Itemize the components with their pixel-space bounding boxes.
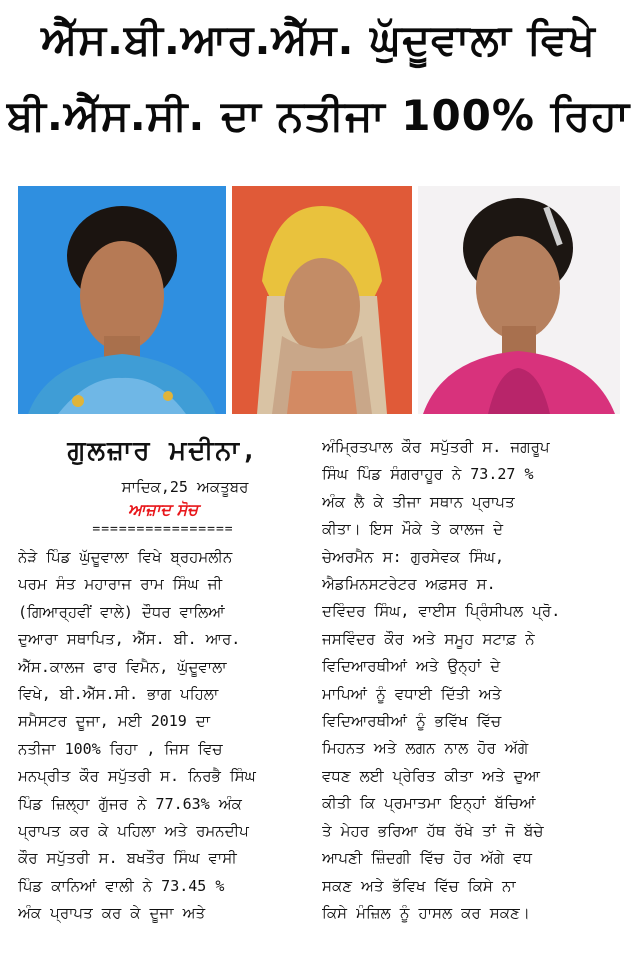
article-line: ਕੌਰ ਸਪੁੱਤਰੀ ਸ. ਬਖਤੌਰ ਸਿੰਘ ਵਾਸੀ [18,849,237,868]
dateline: ਸਾਦਿਕ,25 ਅਕਤੂਬਰ [121,478,249,496]
article-line: ਕੀਤੀ ਕਿ ਪ੍ਰਮਾਤਮਾ ਇਨ੍ਹਾਂ ਬੱਚਿਆਂ [322,794,536,813]
article-line: ਕੀਤਾ। ਇਸ ਮੌਕੇ ਤੇ ਕਾਲਜ ਦੇ [322,520,504,539]
article-line: ਐੱਸ.ਕਾਲਜ ਫਾਰ ਵਿਮੈਨ, ਘੁੱਦੂਵਾਲਾ [18,657,227,676]
headline-line-2: ਬੀ.ਐੱਸ.ਸੀ. ਦਾ ਨਤੀਜਾ 100% ਰਿਹਾ [7,91,630,140]
article-line: ਮਾਪਿਆਂ ਨੂੰ ਵਧਾਈ ਦਿੱਤੀ ਅਤੇ [322,684,502,703]
article-line: (ਗਿਆਰ੍ਹਵੀਂ ਵਾਲੇ) ਦੌਧਰ ਵਾਲਿਆਂ [18,602,225,621]
article-line: ਮਨਪ੍ਰੀਤ ਕੌਰ ਸਪੁੱਤਰੀ ਸ. ਨਿਰਭੈ ਸਿੰਘ [18,767,256,786]
article-line: ਦਵਿੰਦਰ ਸਿੰਘ, ਵਾਈਸ ਪ੍ਰਿੰਸੀਪਲ ਪ੍ਰੋ. [322,602,561,621]
article-line: ਆਪਣੀ ਜ਼ਿੰਦਗੀ ਵਿੱਚ ਹੋਰ ਅੱਗੇ ਵਧ [322,849,532,868]
article-line: ਵਿਖੇ, ਬੀ.ਐੱਸ.ਸੀ. ਭਾਗ ਪਹਿਲਾ [18,685,219,704]
article-line: ਐਡਮਿਨਸਟਰੇਟਰ ਅਫ਼ਸਰ ਸ. [322,575,496,594]
article-line: ਚੇਅਰਮੈਨ ਸ: ਗੁਰਸੇਵਕ ਸਿੰਘ, [322,547,505,566]
student-photo-1 [18,186,226,414]
article-line: ਅੰਕ ਪ੍ਰਾਪਤ ਕਰ ਕੇ ਦੂਜਾ ਅਤੇ [18,904,206,923]
article-column-1 [18,544,311,928]
article-line: ਨੇੜੇ ਪਿੰਡ ਘੁੱਦੂਵਾਲਾ ਵਿਖੇ ਬ੍ਰਹਮਲੀਨ [18,548,233,566]
article-line: ਸਕਣ ਅਤੇ ਭੱਵਿਖ ਵਿੱਚ ਕਿਸੇ ਨਾ [322,876,516,895]
article-line: ਵਿਦਿਆਰਥੀਆਂ ਨੂੰ ਭਵਿੱਖ ਵਿੱਚ [322,712,502,731]
headline-line-1: ਐੱਸ.ਬੀ.ਆਰ.ਐੱਸ. ਘੁੱਦੂਵਾਲਾ ਵਿਖੇ [41,15,596,64]
article-line: ਪਿੰਡ ਜ਼ਿਲ੍ਹਾ ਗੁੱਜਰ ਨੇ 77.63% ਅੰਕ [18,794,242,813]
article-line: ਸਿੰਘ ਪਿੰਡ ਸੰਗਰਾਹੂਰ ਨੇ 73.27 % [322,465,534,484]
publication-logo: ਆਜ਼ਾਦ ਸੋਚ [127,500,199,519]
article-line: ਨਤੀਜਾ 100% ਰਿਹਾ , ਜਿਸ ਵਿਚ [18,739,223,758]
separator-line: ================ [92,522,234,537]
article-line: ਪਿੰਡ ਕਾਨਿਆਂ ਵਾਲੀ ਨੇ 73.45 % [18,876,225,895]
student-photo-2 [232,186,412,414]
article-line: ਪਰਮ ਸੰਤ ਮਹਾਰਾਜ ਰਾਮ ਸਿੰਘ ਜੀ [18,575,223,594]
article-column-2 [322,434,622,927]
article-line: ਪ੍ਰਾਪਤ ਕਰ ਕੇ ਪਹਿਲਾ ਅਤੇ ਰਮਨਦੀਪ [18,822,249,841]
article-line: ਵਧਣ ਲਈ ਪ੍ਰੇਰਿਤ ਕੀਤਾ ਅਤੇ ਦੁਆ [322,766,540,785]
student-photo-3 [418,186,620,414]
article-line: ਅੰਮ੍ਰਿਤਪਾਲ ਕੌਰ ਸਪੁੱਤਰੀ ਸ. ਜਗਰੂਪ [322,438,550,456]
article-line: ਤੇ ਮੇਹਰ ਭਰਿਆ ਹੱਥ ਰੱਖੇ ਤਾਂ ਜੋ ਬੱਚੇ [322,821,544,840]
reporter-name: ਗੁਲਜ਼ਾਰ ਮਦੀਨਾ, [67,436,259,466]
article-line: ਜਸਵਿੰਦਰ ਕੌਰ ਅਤੇ ਸਮੂਹ ਸਟਾਫ਼ ਨੇ [322,629,535,648]
article-line: ਦੁਆਰਾ ਸਥਾਪਿਤ, ਐੱਸ. ਬੀ. ਆਰ. [18,630,241,649]
article-line: ਵਿਦਿਆਰਥੀਆਂ ਅਤੇ ਉਨ੍ਹਾਂ ਦੇ [322,657,501,676]
article-line: ਅੰਕ ਲੈ ਕੇ ਤੀਜਾ ਸਥਾਨ ਪ੍ਰਾਪਤ [322,492,515,511]
article-line: ਸਮੈਸਟਰ ਦੂਜਾ, ਮਈ 2019 ਦਾ [18,712,211,731]
article-line: ਕਿਸੇ ਮੰਜ਼ਿਲ ਨੂੰ ਹਾਸਲ ਕਰ ਸਕਣ। [322,903,530,922]
article-line: ਮਿਹਨਤ ਅਤੇ ਲਗਨ ਨਾਲ ਹੋਰ ਅੱਗੇ [322,739,529,758]
